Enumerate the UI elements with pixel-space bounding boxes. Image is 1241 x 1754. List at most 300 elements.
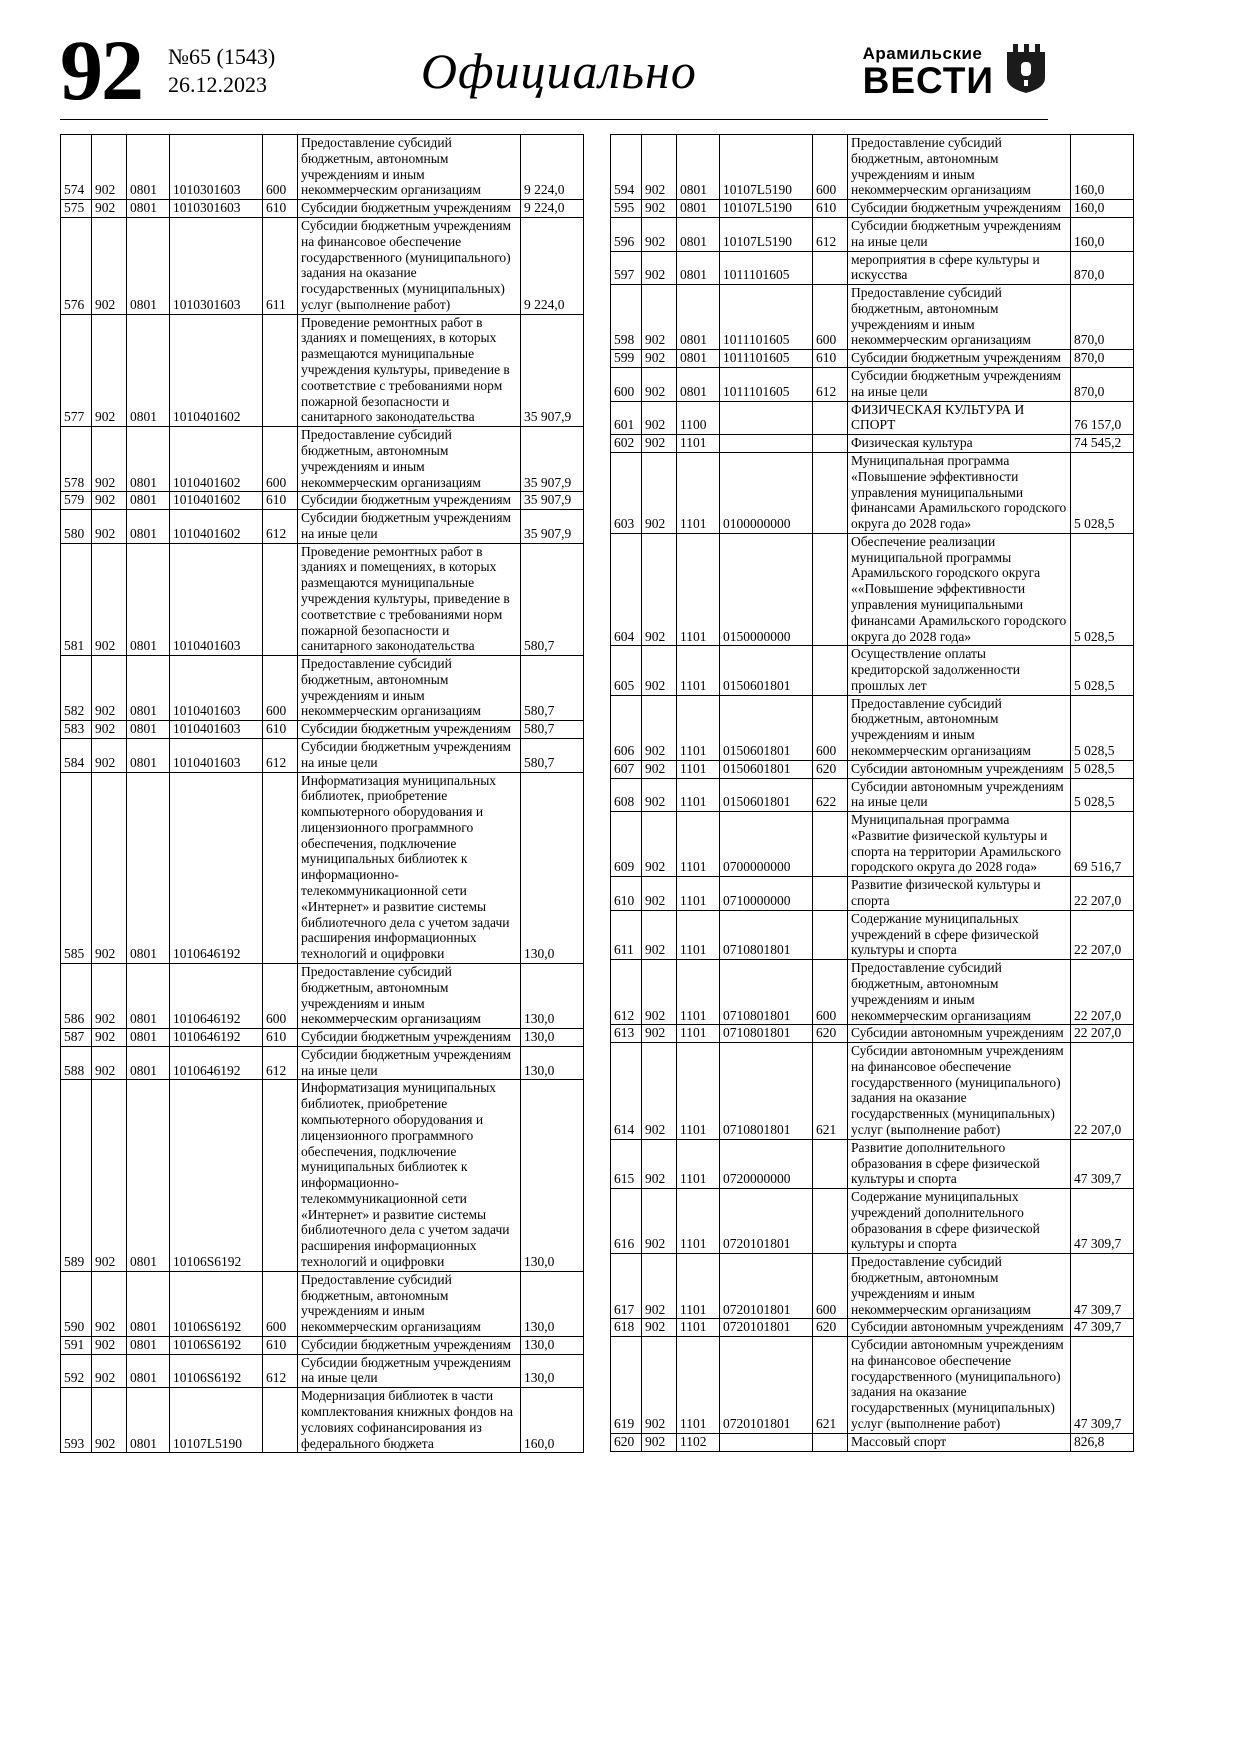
expense-type-code: 612 bbox=[813, 368, 848, 402]
expense-name: Субсидии бюджетным учреждениям bbox=[848, 200, 1071, 218]
amount: 35 907,9 bbox=[521, 314, 584, 426]
row-number: 593 bbox=[61, 1388, 92, 1453]
grbs-code: 902 bbox=[92, 963, 127, 1028]
grbs-code: 902 bbox=[92, 1029, 127, 1047]
section-code: 0801 bbox=[127, 492, 170, 510]
expense-name: Субсидии автономным учреждениям bbox=[848, 1025, 1071, 1043]
program-code: 1011101605 bbox=[720, 368, 813, 402]
expense-name: Предоставление субсидий бюджетным, автономным учреждениям и иным некоммерческим организациям bbox=[298, 135, 521, 200]
program-code: 1010646192 bbox=[170, 772, 263, 963]
amount: 35 907,9 bbox=[521, 427, 584, 492]
expense-name: Муниципальная программа «Повышение эффективности управления муниципальными финансами Арамильского городского округа до 2028 года» bbox=[848, 452, 1071, 533]
table-row bbox=[611, 1043, 1134, 1140]
program-code: 0710801801 bbox=[720, 910, 813, 959]
section-code: 0801 bbox=[127, 1388, 170, 1453]
table-row bbox=[61, 427, 584, 492]
grbs-code: 902 bbox=[92, 1354, 127, 1388]
expense-name: Проведение ремонтных работ в зданиях и помещениях, в которых размещаются муниципальные учреждения культуры, приведение в соответствие с требованиями норм пожарной безопасности и санитарного законодательства bbox=[298, 543, 521, 655]
row-number: 592 bbox=[61, 1354, 92, 1388]
section-code: 1101 bbox=[677, 435, 720, 453]
amount: 130,0 bbox=[521, 1046, 584, 1080]
issue-block bbox=[168, 43, 275, 98]
row-number: 584 bbox=[61, 739, 92, 773]
row-number: 600 bbox=[611, 368, 642, 402]
program-code: 1010401603 bbox=[170, 739, 263, 773]
section-code: 1101 bbox=[677, 695, 720, 760]
issue-number: №65 (1543) bbox=[168, 44, 276, 70]
table-row bbox=[61, 1029, 584, 1047]
expense-type-code bbox=[813, 251, 848, 285]
program-code: 0710801801 bbox=[720, 960, 813, 1025]
table-row bbox=[61, 1080, 584, 1271]
expense-type-code: 620 bbox=[813, 760, 848, 778]
row-number: 607 bbox=[611, 760, 642, 778]
row-number: 594 bbox=[611, 135, 642, 200]
section-code: 0801 bbox=[127, 1336, 170, 1354]
expense-name: Массовый спорт bbox=[848, 1433, 1071, 1451]
grbs-code: 902 bbox=[642, 452, 677, 533]
expense-type-code: 622 bbox=[813, 778, 848, 812]
grbs-code: 902 bbox=[92, 1080, 127, 1271]
expense-type-code: 600 bbox=[263, 963, 298, 1028]
grbs-code: 902 bbox=[92, 656, 127, 721]
program-code: 1010301603 bbox=[170, 218, 263, 315]
table-columns bbox=[60, 134, 1241, 1453]
amount: 5 028,5 bbox=[1071, 760, 1134, 778]
program-code: 1011101605 bbox=[720, 350, 813, 368]
amount: 47 309,7 bbox=[1071, 1189, 1134, 1254]
table-row bbox=[611, 533, 1134, 645]
grbs-code: 902 bbox=[92, 510, 127, 544]
row-number: 615 bbox=[611, 1139, 642, 1188]
section-code: 1101 bbox=[677, 1337, 720, 1434]
table-row bbox=[611, 1254, 1134, 1319]
expense-name: Предоставление субсидий бюджетным, автономным учреждениям и иным некоммерческим организациям bbox=[298, 1271, 521, 1336]
table-row bbox=[611, 401, 1134, 435]
row-number: 614 bbox=[611, 1043, 642, 1140]
section-code: 0801 bbox=[677, 251, 720, 285]
budget-table-right bbox=[610, 134, 1134, 1452]
row-number: 590 bbox=[61, 1271, 92, 1336]
amount: 160,0 bbox=[1071, 200, 1134, 218]
amount: 5 028,5 bbox=[1071, 778, 1134, 812]
amount: 22 207,0 bbox=[1071, 1043, 1134, 1140]
grbs-code: 902 bbox=[642, 350, 677, 368]
section-code: 1101 bbox=[677, 960, 720, 1025]
expense-type-code bbox=[813, 1189, 848, 1254]
program-code: 1010646192 bbox=[170, 963, 263, 1028]
expense-name: Субсидии автономным учреждениям на финансовое обеспечение государственного (муниципального) задания на оказание государственных (муниципальных) услуг (выполнение работ) bbox=[848, 1043, 1071, 1140]
expense-name: Субсидии автономным учреждениям на иные цели bbox=[848, 778, 1071, 812]
amount: 5 028,5 bbox=[1071, 452, 1134, 533]
expense-name: Субсидии автономным учреждениям bbox=[848, 760, 1071, 778]
grbs-code: 902 bbox=[92, 135, 127, 200]
row-number: 576 bbox=[61, 218, 92, 315]
amount: 22 207,0 bbox=[1071, 877, 1134, 911]
expense-name: ФИЗИЧЕСКАЯ КУЛЬТУРА И СПОРТ bbox=[848, 401, 1071, 435]
table-row bbox=[611, 368, 1134, 402]
expense-name: Предоставление субсидий бюджетным, автономным учреждениям и иным некоммерческим организациям bbox=[848, 695, 1071, 760]
program-code: 0720101801 bbox=[720, 1189, 813, 1254]
page-number: 92 bbox=[60, 22, 142, 118]
expense-type-code: 610 bbox=[263, 1336, 298, 1354]
row-number: 580 bbox=[61, 510, 92, 544]
row-number: 609 bbox=[611, 812, 642, 877]
row-number: 610 bbox=[611, 877, 642, 911]
expense-type-code: 600 bbox=[263, 1271, 298, 1336]
expense-type-code: 600 bbox=[813, 1254, 848, 1319]
amount: 47 309,7 bbox=[1071, 1319, 1134, 1337]
budget-table-left bbox=[60, 134, 584, 1453]
section-code: 0801 bbox=[677, 368, 720, 402]
program-code: 10107L5190 bbox=[720, 218, 813, 252]
expense-name: Предоставление субсидий бюджетным, автономным учреждениям и иным некоммерческим организациям bbox=[848, 960, 1071, 1025]
grbs-code: 902 bbox=[92, 739, 127, 773]
row-number: 612 bbox=[611, 960, 642, 1025]
grbs-code: 902 bbox=[642, 200, 677, 218]
table-row bbox=[611, 350, 1134, 368]
table-row bbox=[61, 1271, 584, 1336]
amount: 580,7 bbox=[521, 739, 584, 773]
section-code: 0801 bbox=[127, 427, 170, 492]
program-code: 1010401603 bbox=[170, 543, 263, 655]
expense-type-code: 600 bbox=[813, 285, 848, 350]
table-row bbox=[611, 1337, 1134, 1434]
grbs-code: 902 bbox=[642, 285, 677, 350]
table-row bbox=[61, 1388, 584, 1453]
expense-type-code: 610 bbox=[813, 200, 848, 218]
row-number: 608 bbox=[611, 778, 642, 812]
expense-type-code: 612 bbox=[263, 739, 298, 773]
section-code: 0801 bbox=[677, 135, 720, 200]
newspaper-brand bbox=[863, 40, 1048, 101]
amount: 870,0 bbox=[1071, 251, 1134, 285]
grbs-code: 902 bbox=[92, 1046, 127, 1080]
amount: 130,0 bbox=[521, 963, 584, 1028]
expense-type-code: 612 bbox=[263, 510, 298, 544]
section-code: 1101 bbox=[677, 910, 720, 959]
grbs-code: 902 bbox=[92, 1388, 127, 1453]
row-number: 595 bbox=[611, 200, 642, 218]
expense-type-code bbox=[813, 533, 848, 645]
section-code: 0801 bbox=[677, 285, 720, 350]
amount: 35 907,9 bbox=[521, 510, 584, 544]
expense-name: Модернизация библиотек в части комплектования книжных фондов на условиях софинансирования из федерального бюджета bbox=[298, 1388, 521, 1453]
expense-name: Предоставление субсидий бюджетным, автономным учреждениям и иным некоммерческим организациям bbox=[298, 963, 521, 1028]
expense-name: Субсидии бюджетным учреждениям на иные цели bbox=[298, 1046, 521, 1080]
grbs-code: 902 bbox=[92, 1336, 127, 1354]
amount: 580,7 bbox=[521, 656, 584, 721]
grbs-code: 902 bbox=[92, 200, 127, 218]
table-row bbox=[61, 1336, 584, 1354]
expense-type-code: 610 bbox=[813, 350, 848, 368]
amount: 5 028,5 bbox=[1071, 646, 1134, 695]
grbs-code: 902 bbox=[92, 721, 127, 739]
expense-name: Обеспечение реализации муниципальной программы Арамильского городского округа ««Повышение эффективности управления муниципальными финансами Арамильского городского округа до 2028 года» bbox=[848, 533, 1071, 645]
program-code: 10107L5190 bbox=[170, 1388, 263, 1453]
expense-type-code: 620 bbox=[813, 1025, 848, 1043]
amount: 870,0 bbox=[1071, 368, 1134, 402]
expense-type-code: 612 bbox=[263, 1354, 298, 1388]
table-row bbox=[611, 285, 1134, 350]
program-code: 10106S6192 bbox=[170, 1271, 263, 1336]
section-code: 0801 bbox=[127, 543, 170, 655]
row-number: 577 bbox=[61, 314, 92, 426]
expense-type-code bbox=[263, 1080, 298, 1271]
expense-type-code bbox=[263, 1388, 298, 1453]
amount: 580,7 bbox=[521, 721, 584, 739]
amount: 130,0 bbox=[521, 1271, 584, 1336]
row-number: 578 bbox=[61, 427, 92, 492]
program-code: 1010301603 bbox=[170, 200, 263, 218]
grbs-code: 902 bbox=[642, 1189, 677, 1254]
section-code: 1101 bbox=[677, 877, 720, 911]
grbs-code: 902 bbox=[642, 1254, 677, 1319]
expense-type-code: 610 bbox=[263, 492, 298, 510]
amount: 160,0 bbox=[1071, 218, 1134, 252]
expense-name: Субсидии бюджетным учреждениям на иные цели bbox=[298, 739, 521, 773]
amount: 130,0 bbox=[521, 1354, 584, 1388]
program-code: 0720101801 bbox=[720, 1337, 813, 1434]
row-number: 603 bbox=[611, 452, 642, 533]
brand-name-bottom: ВЕСТИ bbox=[862, 59, 994, 101]
expense-type-code: 600 bbox=[813, 960, 848, 1025]
table-row bbox=[61, 200, 584, 218]
expense-name: Субсидии бюджетным учреждениям на иные цели bbox=[848, 218, 1071, 252]
row-number: 616 bbox=[611, 1189, 642, 1254]
table-row bbox=[611, 251, 1134, 285]
table-row bbox=[611, 760, 1134, 778]
row-number: 597 bbox=[611, 251, 642, 285]
amount: 130,0 bbox=[521, 772, 584, 963]
expense-name: Субсидии бюджетным учреждениям на финансовое обеспечение государственного (муниципального) задания на оказание государственных (муниципальных) услуг (выполнение работ) bbox=[298, 218, 521, 315]
program-code: 0150000000 bbox=[720, 533, 813, 645]
section-code: 0801 bbox=[127, 739, 170, 773]
amount: 5 028,5 bbox=[1071, 533, 1134, 645]
program-code: 0150601801 bbox=[720, 646, 813, 695]
brand-name-top: Арамильские bbox=[862, 43, 983, 63]
table-row bbox=[611, 1319, 1134, 1337]
row-number: 618 bbox=[611, 1319, 642, 1337]
table-row bbox=[61, 218, 584, 315]
grbs-code: 902 bbox=[642, 910, 677, 959]
table-row bbox=[611, 646, 1134, 695]
row-number: 588 bbox=[61, 1046, 92, 1080]
expense-type-code: 600 bbox=[263, 656, 298, 721]
table-row bbox=[611, 812, 1134, 877]
expense-type-code bbox=[263, 314, 298, 426]
row-number: 599 bbox=[611, 350, 642, 368]
grbs-code: 902 bbox=[642, 760, 677, 778]
grbs-code: 902 bbox=[92, 543, 127, 655]
city-crest-icon bbox=[1004, 40, 1048, 101]
expense-name: Субсидии бюджетным учреждениям bbox=[298, 721, 521, 739]
section-code: 1100 bbox=[677, 401, 720, 435]
section-code: 1101 bbox=[677, 452, 720, 533]
amount: 9 224,0 bbox=[521, 200, 584, 218]
program-code: 1010401602 bbox=[170, 427, 263, 492]
expense-type-code bbox=[813, 812, 848, 877]
row-number: 596 bbox=[611, 218, 642, 252]
row-number: 587 bbox=[61, 1029, 92, 1047]
grbs-code: 902 bbox=[642, 251, 677, 285]
section-code: 0801 bbox=[127, 1080, 170, 1271]
amount: 870,0 bbox=[1071, 285, 1134, 350]
section-code: 1101 bbox=[677, 1139, 720, 1188]
table-row bbox=[611, 135, 1134, 200]
grbs-code: 902 bbox=[642, 435, 677, 453]
amount: 9 224,0 bbox=[521, 135, 584, 200]
expense-name: Предоставление субсидий бюджетным, автономным учреждениям и иным некоммерческим организациям bbox=[848, 1254, 1071, 1319]
program-code: 0700000000 bbox=[720, 812, 813, 877]
grbs-code: 902 bbox=[92, 772, 127, 963]
expense-name: Субсидии бюджетным учреждениям bbox=[298, 1336, 521, 1354]
grbs-code: 902 bbox=[642, 695, 677, 760]
expense-name: Субсидии бюджетным учреждениям bbox=[298, 1029, 521, 1047]
expense-type-code: 620 bbox=[813, 1319, 848, 1337]
program-code: 1010401602 bbox=[170, 314, 263, 426]
table-row bbox=[611, 1025, 1134, 1043]
table-row bbox=[611, 1139, 1134, 1188]
expense-name: Субсидии бюджетным учреждениям на иные цели bbox=[298, 1354, 521, 1388]
section-code: 0801 bbox=[127, 772, 170, 963]
expense-type-code bbox=[813, 452, 848, 533]
amount: 130,0 bbox=[521, 1080, 584, 1271]
expense-type-code bbox=[813, 1433, 848, 1451]
grbs-code: 902 bbox=[642, 812, 677, 877]
expense-name: Проведение ремонтных работ в зданиях и помещениях, в которых размещаются муниципальные учреждения культуры, приведение в соответствие с требованиями норм пожарной безопасности и санитарного законодательства bbox=[298, 314, 521, 426]
program-code: 10106S6192 bbox=[170, 1354, 263, 1388]
grbs-code: 902 bbox=[642, 646, 677, 695]
section-code: 0801 bbox=[127, 963, 170, 1028]
table-row bbox=[61, 543, 584, 655]
expense-type-code bbox=[263, 772, 298, 963]
grbs-code: 902 bbox=[92, 218, 127, 315]
amount: 69 516,7 bbox=[1071, 812, 1134, 877]
grbs-code: 902 bbox=[642, 368, 677, 402]
expense-type-code: 600 bbox=[813, 695, 848, 760]
expense-name: Субсидии бюджетным учреждениям на иные цели bbox=[848, 368, 1071, 402]
row-number: 591 bbox=[61, 1336, 92, 1354]
program-code: 0150601801 bbox=[720, 695, 813, 760]
expense-name: Содержание муниципальных учреждений в сфере физической культуры и спорта bbox=[848, 910, 1071, 959]
expense-type-code: 600 bbox=[263, 135, 298, 200]
amount: 47 309,7 bbox=[1071, 1139, 1134, 1188]
row-number: 589 bbox=[61, 1080, 92, 1271]
program-code bbox=[720, 1433, 813, 1451]
amount: 22 207,0 bbox=[1071, 910, 1134, 959]
grbs-code: 902 bbox=[642, 1043, 677, 1140]
expense-type-code: 600 bbox=[813, 135, 848, 200]
section-code: 1101 bbox=[677, 533, 720, 645]
amount: 870,0 bbox=[1071, 350, 1134, 368]
row-number: 602 bbox=[611, 435, 642, 453]
program-code: 0720101801 bbox=[720, 1254, 813, 1319]
table-row bbox=[611, 778, 1134, 812]
table-row bbox=[611, 910, 1134, 959]
expense-type-code: 612 bbox=[263, 1046, 298, 1080]
section-code: 0801 bbox=[127, 656, 170, 721]
row-number: 579 bbox=[61, 492, 92, 510]
section-code: 0801 bbox=[127, 721, 170, 739]
program-code: 0150601801 bbox=[720, 760, 813, 778]
expense-name: Предоставление субсидий бюджетным, автономным учреждениям и иным некоммерческим организациям bbox=[848, 135, 1071, 200]
row-number: 620 bbox=[611, 1433, 642, 1451]
section-code: 0801 bbox=[127, 1046, 170, 1080]
table-row bbox=[61, 656, 584, 721]
row-number: 601 bbox=[611, 401, 642, 435]
program-code: 1010401602 bbox=[170, 492, 263, 510]
program-code: 0720000000 bbox=[720, 1139, 813, 1188]
table-row bbox=[61, 314, 584, 426]
row-number: 583 bbox=[61, 721, 92, 739]
grbs-code: 902 bbox=[642, 218, 677, 252]
program-code: 10106S6192 bbox=[170, 1336, 263, 1354]
expense-type-code bbox=[813, 910, 848, 959]
table-row bbox=[611, 960, 1134, 1025]
expense-name: мероприятия в сфере культуры и искусства bbox=[848, 251, 1071, 285]
section-code: 1101 bbox=[677, 1025, 720, 1043]
page-header bbox=[60, 22, 1048, 120]
row-number: 598 bbox=[611, 285, 642, 350]
expense-type-code bbox=[813, 401, 848, 435]
section-code: 0801 bbox=[677, 350, 720, 368]
table-row bbox=[61, 963, 584, 1028]
table-row bbox=[611, 218, 1134, 252]
expense-name: Субсидии автономным учреждениям bbox=[848, 1319, 1071, 1337]
row-number: 585 bbox=[61, 772, 92, 963]
amount: 580,7 bbox=[521, 543, 584, 655]
amount: 160,0 bbox=[521, 1388, 584, 1453]
expense-name: Субсидии бюджетным учреждениям на иные цели bbox=[298, 510, 521, 544]
section-code: 0801 bbox=[127, 1029, 170, 1047]
amount: 22 207,0 bbox=[1071, 1025, 1134, 1043]
amount: 130,0 bbox=[521, 1029, 584, 1047]
program-code: 0150601801 bbox=[720, 778, 813, 812]
section-code: 1101 bbox=[677, 1254, 720, 1319]
section-title: Официально bbox=[420, 42, 697, 99]
section-code: 1101 bbox=[677, 1319, 720, 1337]
row-number: 604 bbox=[611, 533, 642, 645]
expense-type-code: 621 bbox=[813, 1043, 848, 1140]
program-code: 1010401603 bbox=[170, 721, 263, 739]
row-number: 581 bbox=[61, 543, 92, 655]
brand-text bbox=[862, 43, 994, 101]
amount: 5 028,5 bbox=[1071, 695, 1134, 760]
row-number: 617 bbox=[611, 1254, 642, 1319]
section-code: 0801 bbox=[127, 1354, 170, 1388]
amount: 76 157,0 bbox=[1071, 401, 1134, 435]
grbs-code: 902 bbox=[642, 1139, 677, 1188]
row-number: 613 bbox=[611, 1025, 642, 1043]
expense-name: Содержание муниципальных учреждений дополнительного образования в сфере физической культуры и спорта bbox=[848, 1189, 1071, 1254]
section-code: 1101 bbox=[677, 778, 720, 812]
program-code: 0100000000 bbox=[720, 452, 813, 533]
program-code: 10106S6192 bbox=[170, 1080, 263, 1271]
expense-name: Предоставление субсидий бюджетным, автономным учреждениям и иным некоммерческим организациям bbox=[298, 427, 521, 492]
section-code: 1101 bbox=[677, 1043, 720, 1140]
table-row bbox=[61, 1046, 584, 1080]
program-code: 1010401603 bbox=[170, 656, 263, 721]
section-code: 0801 bbox=[677, 200, 720, 218]
table-row bbox=[611, 695, 1134, 760]
table-row bbox=[61, 492, 584, 510]
section-code: 1101 bbox=[677, 1189, 720, 1254]
amount: 826,8 bbox=[1071, 1433, 1134, 1451]
grbs-code: 902 bbox=[642, 1433, 677, 1451]
grbs-code: 902 bbox=[642, 1319, 677, 1337]
section-code: 1101 bbox=[677, 646, 720, 695]
